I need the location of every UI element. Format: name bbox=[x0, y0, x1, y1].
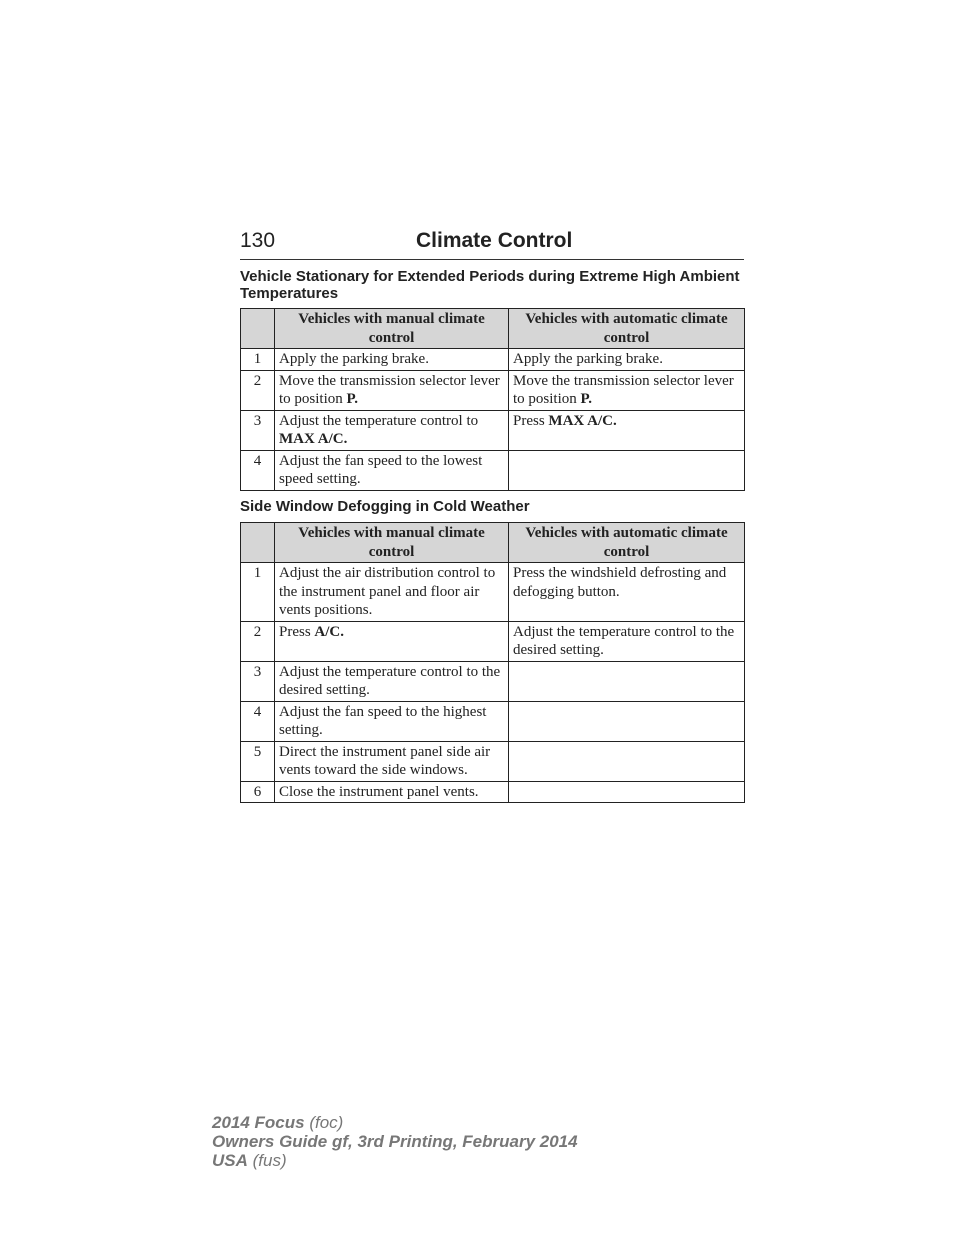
automatic-instruction bbox=[509, 701, 745, 741]
automatic-instruction-emphasis: MAX A/C. bbox=[548, 412, 617, 429]
footer-model-code: (foc) bbox=[304, 1113, 344, 1132]
manual-instruction-text: Adjust the temperature control to bbox=[279, 412, 479, 429]
manual-instruction-emphasis: A/C. bbox=[314, 623, 345, 640]
step-number: 1 bbox=[241, 349, 275, 371]
step-number: 2 bbox=[241, 370, 275, 410]
manual-instruction: Apply the parking brake. bbox=[275, 349, 509, 371]
automatic-instruction-text: Move the transmission selector lever to position bbox=[513, 372, 734, 407]
manual-instruction: Adjust the fan speed to the lowest speed setting. bbox=[275, 450, 509, 490]
chapter-title: Climate Control bbox=[416, 229, 573, 252]
manual-instruction bbox=[275, 370, 509, 410]
automatic-instruction bbox=[509, 410, 745, 450]
section-title-extended-periods: Vehicle Stationary for Extended Periods during Extreme High Ambient Temperatures bbox=[240, 268, 740, 302]
table-side-window-defogging bbox=[240, 522, 745, 803]
column-header-automatic: Vehicles with automatic climate control bbox=[509, 523, 745, 563]
footer-model: 2014 Focus bbox=[212, 1113, 305, 1132]
table-row bbox=[241, 410, 745, 450]
table-row bbox=[241, 701, 745, 741]
manual-instruction: Adjust the fan speed to the highest setting. bbox=[275, 701, 509, 741]
step-number: 1 bbox=[241, 563, 275, 622]
footer-guide-line: Owners Guide gf, 3rd Printing, February 2014 bbox=[212, 1132, 578, 1151]
automatic-instruction: Adjust the temperature control to the desired setting. bbox=[509, 621, 745, 661]
table-row bbox=[241, 741, 745, 781]
table-row bbox=[241, 370, 745, 410]
table-row bbox=[241, 450, 745, 490]
table-row bbox=[241, 563, 745, 622]
column-header-manual: Vehicles with manual climate control bbox=[275, 523, 509, 563]
step-number: 3 bbox=[241, 661, 275, 701]
automatic-instruction bbox=[509, 661, 745, 701]
footer-region-code: (fus) bbox=[247, 1151, 287, 1170]
manual-instruction-emphasis: MAX A/C. bbox=[279, 431, 348, 447]
page-header bbox=[240, 228, 744, 260]
manual-instruction: Adjust the air distribution control to the instrument panel and floor air vents positions. bbox=[275, 563, 509, 622]
automatic-instruction: Apply the parking brake. bbox=[509, 349, 745, 371]
step-number: 4 bbox=[241, 701, 275, 741]
manual-instruction: Adjust the temperature control to the desired setting. bbox=[275, 661, 509, 701]
step-number: 6 bbox=[241, 781, 275, 803]
table-row bbox=[241, 781, 745, 803]
column-header-step bbox=[241, 309, 275, 349]
automatic-instruction bbox=[509, 781, 745, 803]
manual-instruction-text: Press bbox=[279, 623, 315, 640]
automatic-instruction: Press the windshield defrosting and defogging button. bbox=[509, 563, 745, 622]
step-number: 3 bbox=[241, 410, 275, 450]
automatic-instruction bbox=[509, 450, 745, 490]
table-row bbox=[241, 349, 745, 371]
manual-instruction-text: Move the transmission selector lever to position bbox=[279, 372, 500, 407]
footer-region-line bbox=[212, 1151, 578, 1170]
column-header-automatic: Vehicles with automatic climate control bbox=[509, 309, 745, 349]
manual-instruction bbox=[275, 410, 509, 450]
table-row bbox=[241, 621, 745, 661]
manual-instruction bbox=[275, 621, 509, 661]
step-number: 5 bbox=[241, 741, 275, 781]
manual-instruction: Close the instrument panel vents. bbox=[275, 781, 509, 803]
step-number: 2 bbox=[241, 621, 275, 661]
manual-instruction-emphasis: P. bbox=[346, 391, 359, 407]
automatic-instruction bbox=[509, 741, 745, 781]
page-footer bbox=[212, 1113, 578, 1170]
table-row bbox=[241, 661, 745, 701]
footer-model-line bbox=[212, 1113, 578, 1132]
section-title-side-window-defogging: Side Window Defogging in Cold Weather bbox=[240, 498, 530, 515]
table-header-row bbox=[241, 523, 745, 563]
page-number: 130 bbox=[240, 229, 276, 252]
table-header-row bbox=[241, 309, 745, 349]
column-header-step bbox=[241, 523, 275, 563]
automatic-instruction bbox=[509, 370, 745, 410]
footer-region: USA bbox=[212, 1151, 248, 1170]
table-extended-periods bbox=[240, 308, 745, 491]
manual-instruction: Direct the instrument panel side air vents toward the side windows. bbox=[275, 741, 509, 781]
step-number: 4 bbox=[241, 450, 275, 490]
column-header-manual: Vehicles with manual climate control bbox=[275, 309, 509, 349]
automatic-instruction-emphasis: P. bbox=[580, 391, 593, 407]
automatic-instruction-text: Press bbox=[513, 412, 549, 429]
